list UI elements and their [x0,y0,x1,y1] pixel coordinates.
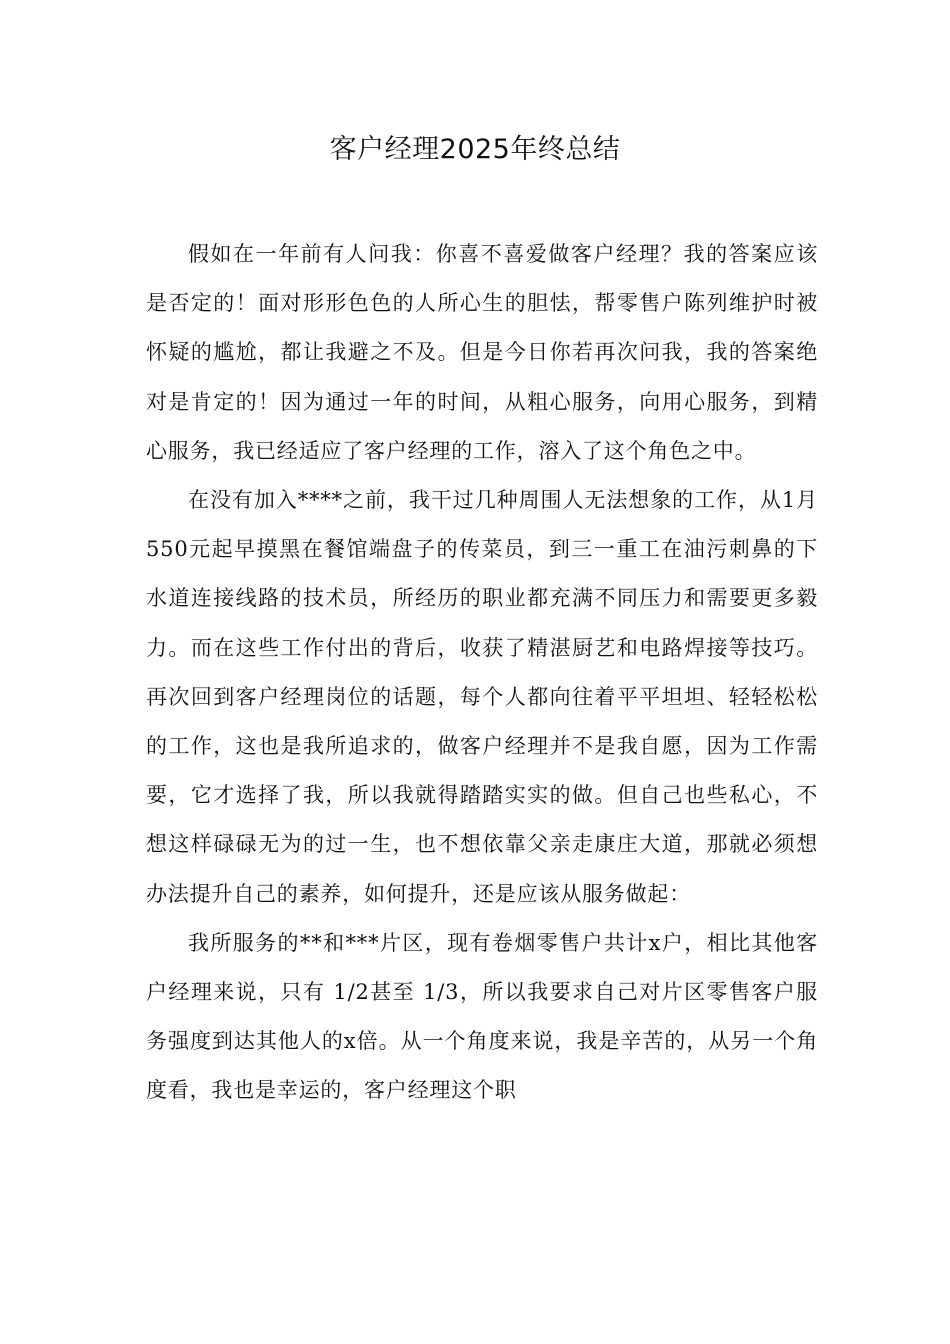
paragraph-3: 我所服务的**和***片区，现有卷烟零售户共计x户，相比其他客户经理来说，只有 1/2甚至 1/3，所以我要求自己对片区零售客户服务强度到达其他人的x倍。从一个角度来说，我是辛苦的，从另一个角度看，我也是幸运的，客户经理这个职 [146,930,818,1103]
paragraph-2: 在没有加入****之前，我干过几种周围人无法想象的工作，从1月550元起早摸黑在餐馆端盘子的传菜员，到三一重工在油污刺鼻的下水道连接线路的技术员，所经历的职业都充满不同压力和需要更多毅力。而在这些工作付出的背后，收获了精湛厨艺和电路焊接等技巧。再次回到客户经理岗位的话题，每个人都向往着平平坦坦、轻轻松松的工作，这也是我所追求的，做客户经理并不是我自愿，因为工作需要，它才选择了我，所以我就得踏踏实实的做。但自己也些私心，不想这样碌碌无为的过一生，也不想依靠父亲走康庄大道，那就必须想办法提升自己的素养，如何提升，还是应该从服务做起： [146,488,818,906]
document-body [146,230,818,1116]
paragraph-1: 假如在一年前有人问我：你喜不喜爱做客户经理？我的答案应该是否定的！面对形形色色的人所心生的胆怯，帮零售户陈列维护时被怀疑的尴尬，都让我避之不及。但是今日你若再次问我，我的答案绝对是肯定的！因为通过一年的时间，从粗心服务，向用心服务，到精心服务，我已经适应了客户经理的工作，溶入了这个角色之中。 [146,242,818,463]
document-title: 客户经理2025年终总结 [329,134,621,165]
